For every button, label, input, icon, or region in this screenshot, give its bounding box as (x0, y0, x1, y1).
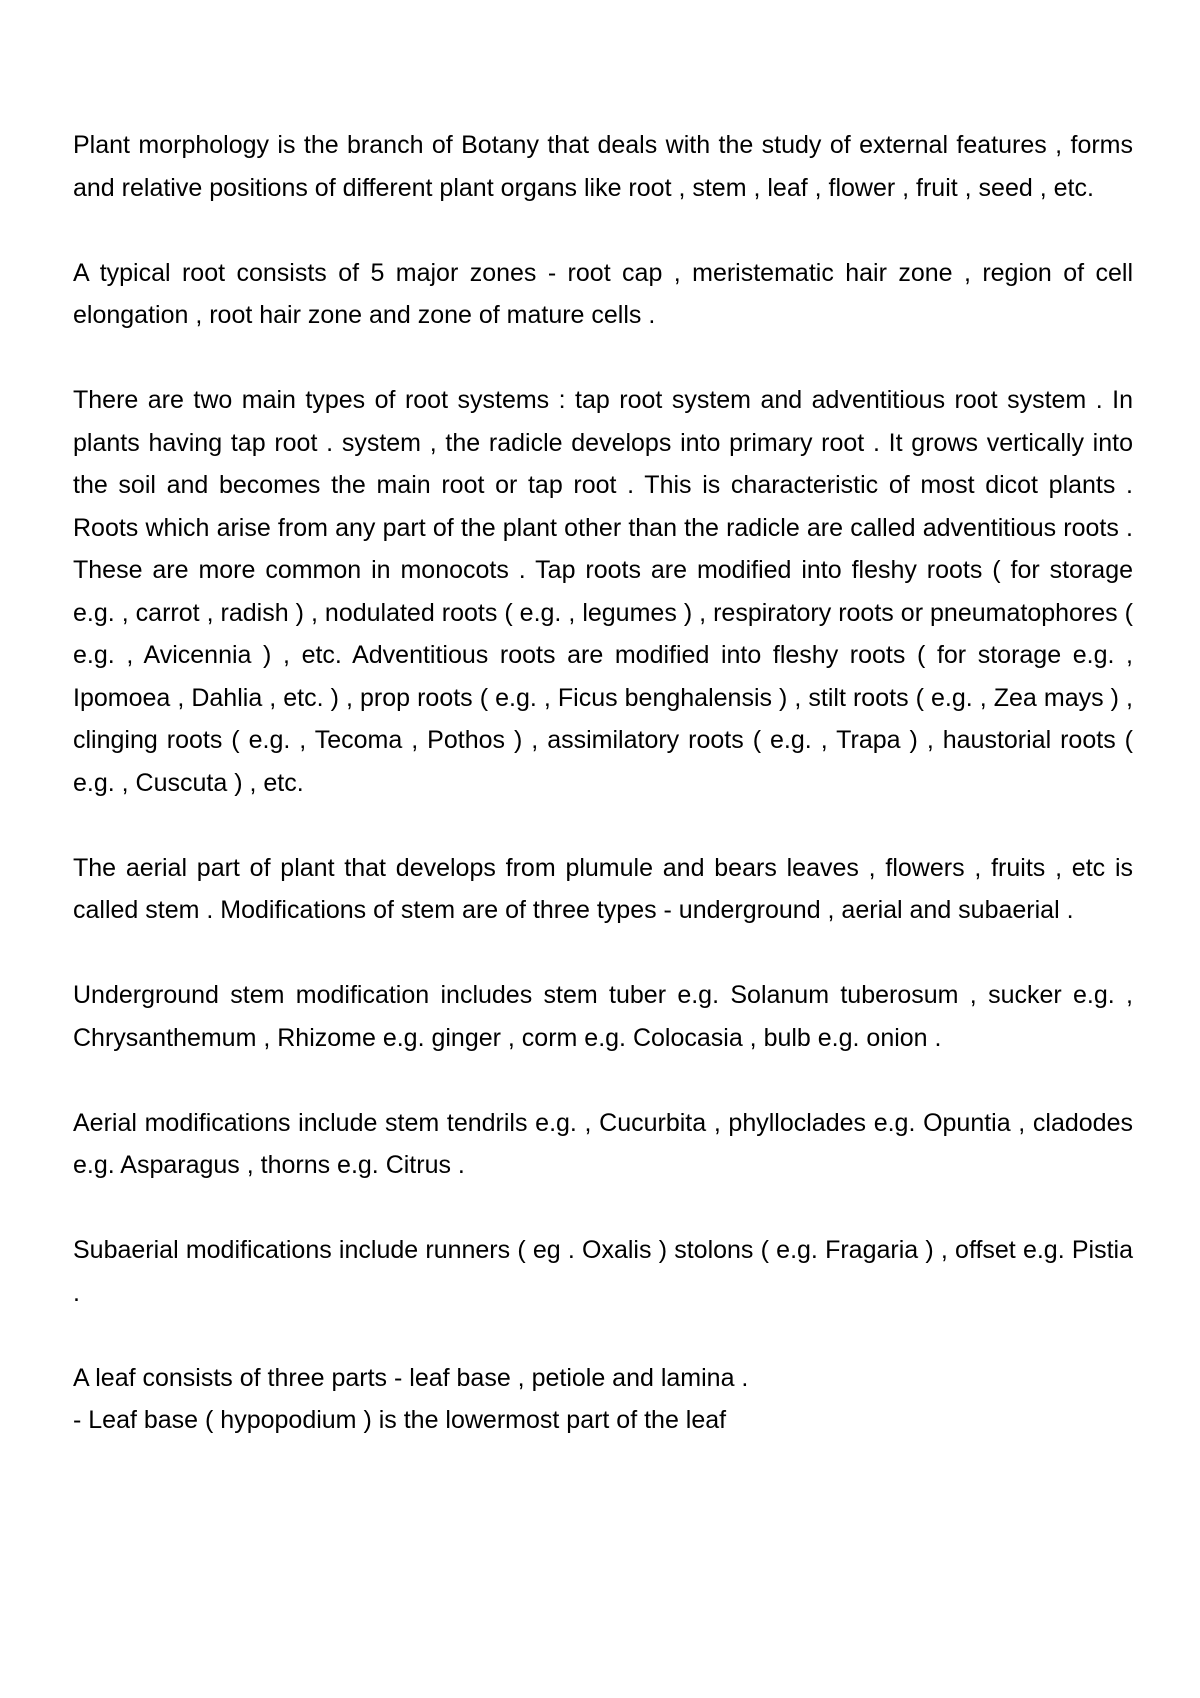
paragraph-underground-modifications: Underground stem modification includes stem tuber e.g. Solanum tuberosum , sucker e.g. , Chrysanthemum , Rhizome e.g. ginger , corm e.g. Colocasia , bulb e.g. onion . (73, 981, 1133, 1052)
paragraph-stem: The aerial part of plant that develops from plumule and bears leaves , flowers , fruits , etc is called stem . Modifications of stem are of three types - underground , aerial and subaerial . (73, 853, 1133, 924)
paragraph-aerial-modifications: Aerial modifications include stem tendrils e.g. , Cucurbita , phylloclades e.g. Opuntia , cladodes e.g. Asparagus , thorns e.g. Citrus . (73, 1108, 1133, 1179)
paragraph-plant-morphology: Plant morphology is the branch of Botany that deals with the study of external features , forms and relative positions of different plant organs like root , stem , leaf , flower , fruit , seed , etc. (73, 131, 1133, 202)
paragraph-root-systems: There are two main types of root systems : tap root system and adventitious root system . In plants having tap root . system , the radicle develops into primary root . It grows vertically into the soil and becomes the main root or tap root . This is characteristic of most dicot plants . Roots which arise from any part of the plant other than the radicle are called adventitious roots . These are more common in monocots . Tap roots are modified into fleshy roots ( for storage e.g. , carrot , radish ) , nodulated roots ( e.g. , legumes ) , respiratory roots or pneumatophores ( e.g. , Avicennia ) , etc. Adventitious roots are modified into fleshy roots ( for storage e.g. , Ipomoea , Dahlia , etc. ) , prop roots ( e.g. , Ficus benghalensis ) , stilt roots ( e.g. , Zea mays ) , clinging roots ( e.g. , Tecoma , Pothos ) , assimilatory roots ( e.g. , Trapa ) , haustorial roots ( e.g. , Cuscuta ) , etc. (73, 386, 1133, 797)
paragraph-root-zones: A typical root consists of 5 major zones - root cap , meristematic hair zone , region of cell elongation , root hair zone and zone of mature cells . (73, 258, 1133, 329)
paragraph-leaf-parts: A leaf consists of three parts - leaf base , petiole and lamina . (73, 1363, 749, 1392)
document-page (73, 124, 1133, 1442)
paragraph-leaf-base: - Leaf base ( hypopodium ) is the lowermost part of the leaf (73, 1406, 727, 1434)
paragraph-subaerial-modifications: Subaerial modifications include runners ( eg . Oxalis ) stolons ( e.g. Fragaria ) , offset e.g. Pistia . (73, 1236, 1133, 1307)
